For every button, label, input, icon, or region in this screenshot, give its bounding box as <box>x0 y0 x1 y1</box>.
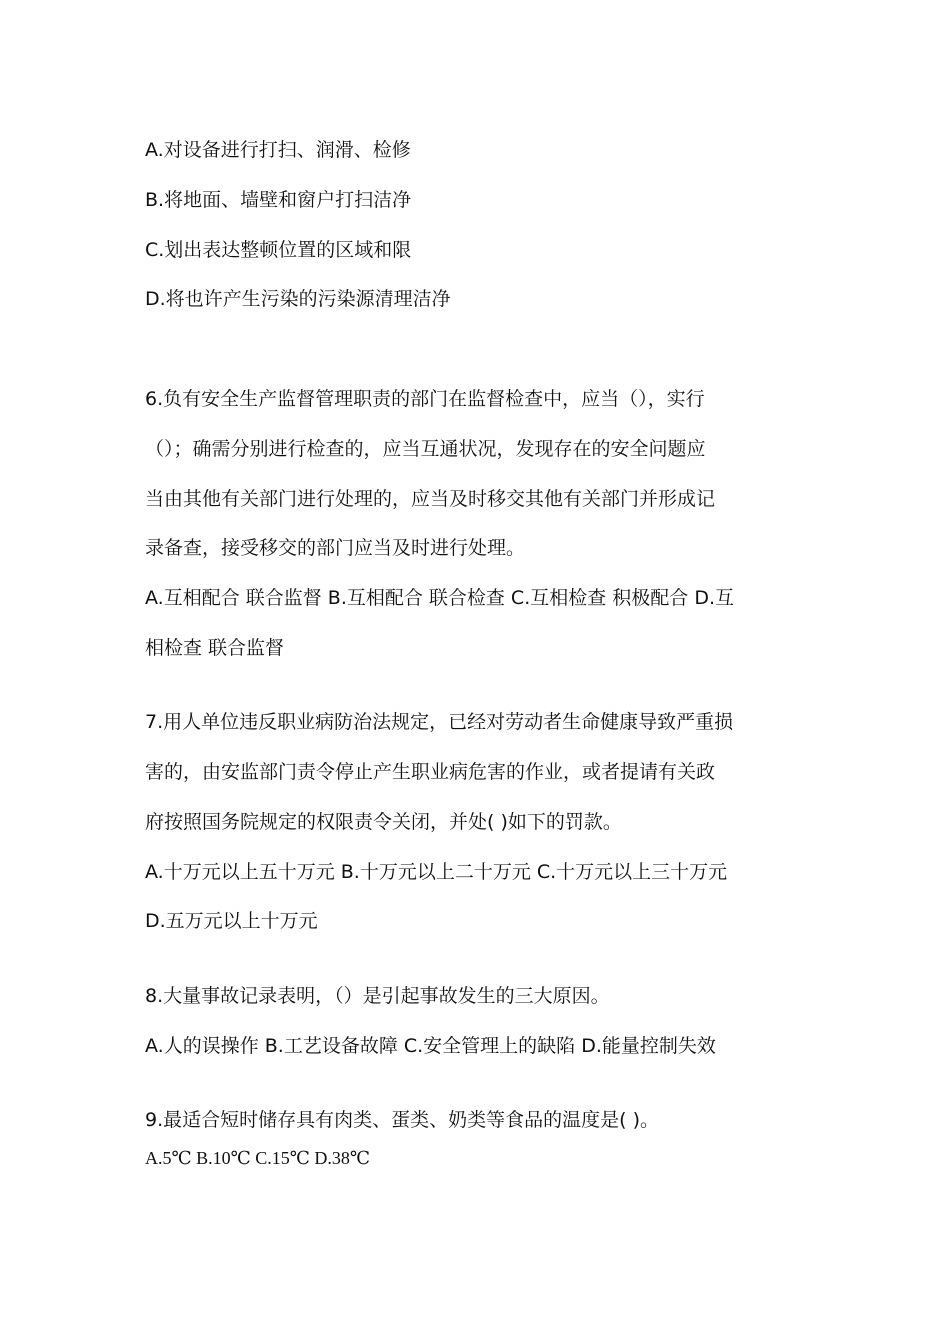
q6-stem-line-4: 录备查，接受移交的部门应当及时进行处理。 <box>145 537 526 559</box>
q5-option-b: B.将地面、墙壁和窗户打扫洁净 <box>145 189 412 211</box>
q7-stem-line-3: 府按照国务院规定的权限责令关闭，并处( )如下的罚款。 <box>145 811 622 833</box>
q6-options-line-1: A.互相配合 联合监督 B.互相配合 联合检查 C.互相检查 积极配合 D.互 <box>145 587 734 609</box>
q6-stem-line-1: 6.负有安全生产监督管理职责的部门在监督检查中，应当（），实行 <box>145 388 705 410</box>
q9-options: A.5℃ B.10℃ C.15℃ D.38℃ <box>145 1148 371 1168</box>
q6-options-line-2: 相检查 联合监督 <box>145 637 285 659</box>
q5-option-c: C.划出表达整顿位置的区域和限 <box>145 239 412 261</box>
q7-options-line-1: A.十万元以上五十万元 B.十万元以上二十万元 C.十万元以上三十万元 <box>145 861 728 883</box>
q9-stem: 9.最适合短时储存具有肉类、蛋类、奶类等食品的温度是( )。 <box>145 1109 659 1131</box>
q8-stem: 8.大量事故记录表明，（）是引起事故发生的三大原因。 <box>145 985 610 1007</box>
q8-options: A.人的误操作 B.工艺设备故障 C.安全管理上的缺陷 D.能量控制失效 <box>145 1035 716 1057</box>
q7-options-line-2: D.五万元以上十万元 <box>145 910 318 932</box>
q7-stem-line-2: 害的，由安监部门责令停止产生职业病危害的作业，或者提请有关政 <box>145 761 716 783</box>
q5-option-a: A.对设备进行打扫、润滑、检修 <box>145 139 411 161</box>
q5-option-d: D.将也许产生污染的污染源清理洁净 <box>145 288 451 310</box>
q6-stem-line-2: （）；确需分别进行检查的，应当互通状况，发现存在的安全问题应 <box>145 438 706 460</box>
q7-stem-line-1: 7.用人单位违反职业病防治法规定，已经对劳动者生命健康导致严重损 <box>145 711 734 733</box>
q6-stem-line-3: 当由其他有关部门进行处理的，应当及时移交其他有关部门并形成记 <box>145 488 716 510</box>
